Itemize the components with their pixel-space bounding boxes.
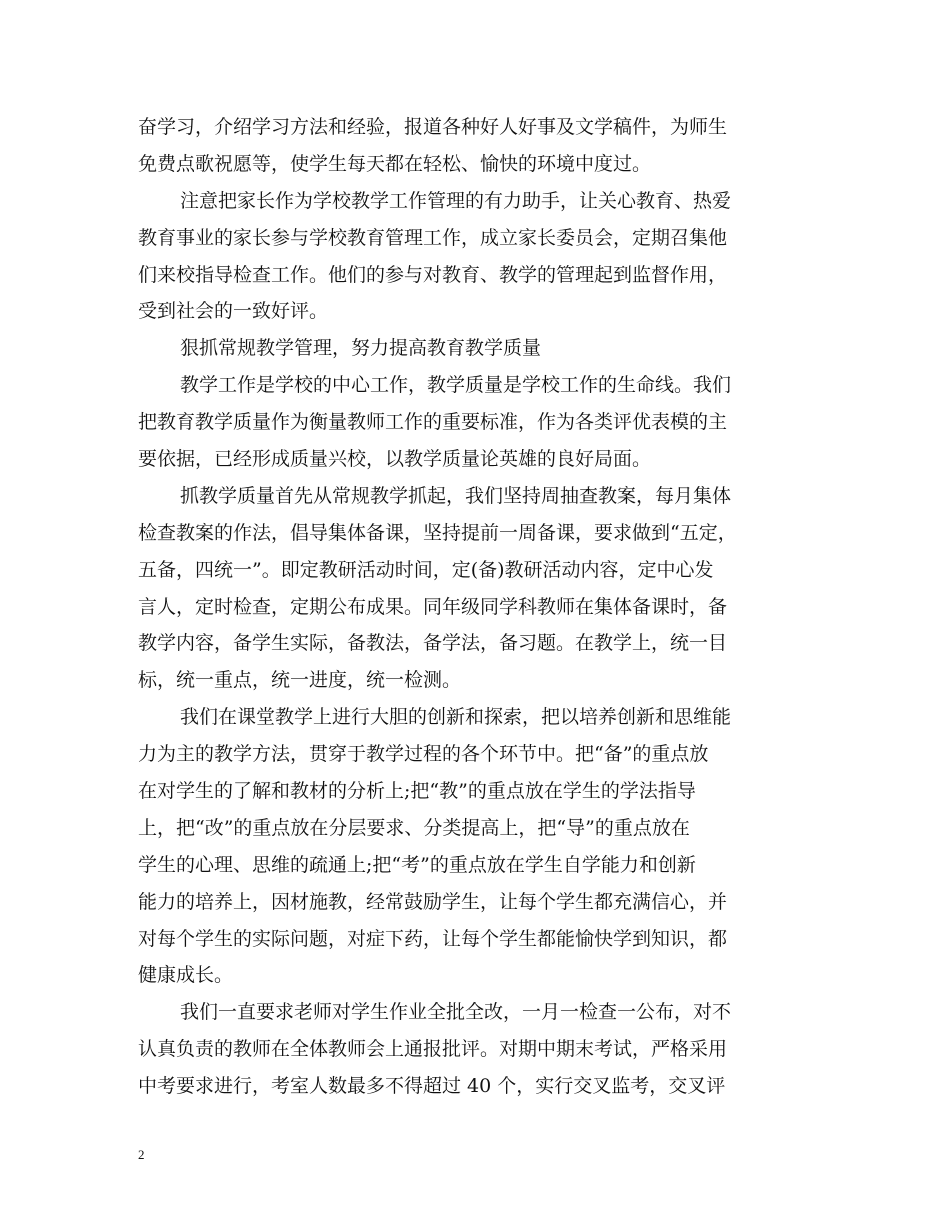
text-line: 教学工作是学校的中心工作，教学质量是学校工作的生命线。我们: [180, 374, 732, 397]
page-number: 2: [138, 1147, 145, 1162]
text-line: 抓教学质量首先从常规教学抓起，我们坚持周抽查教案，每月集体: [180, 484, 732, 507]
text-line: 学生的心理、思维的疏通上;把“考”的重点放在学生自学能力和创新: [138, 853, 696, 876]
text-line: 检查教案的作法，倡导集体备课，坚持提前一周备课，要求做到“五定，: [138, 521, 737, 544]
text-line: 教育事业的家长参与学校教育管理工作，成立家长委员会，定期召集他: [138, 226, 728, 249]
text-line: 受到社会的一致好评。: [138, 300, 329, 323]
text-line: 在对学生的了解和教材的分析上;把“教”的重点放在学生的学法指导: [138, 780, 696, 803]
text-line: 奋学习，介绍学习方法和经验，报道各种好人好事及文学稿件，为师生: [138, 116, 728, 138]
text-line: 健康成长。: [138, 964, 234, 987]
text-line: 免费点歌祝愿等，使学生每天都在轻松、愉快的环境中度过。: [138, 152, 652, 175]
text-line: 五备，四统一”。即定教研活动时间，定(备)教研活动内容，定中心发: [138, 558, 714, 581]
text-line: 注意把家长作为学校教学工作管理的有力助手，让关心教育、热爱: [180, 189, 732, 212]
text-line: 言人，定时检查，定期公布成果。同年级同学科教师在集体备课时，备: [138, 595, 728, 618]
text-line: 对每个学生的实际问题，对症下药，让每个学生都能愉快学到知识，都: [138, 927, 728, 950]
text-line: 我们在课堂教学上进行大胆的创新和探索，把以培养创新和思维能: [180, 706, 732, 729]
text-line: 认真负责的教师在全体教师会上通报批评。对期中期末考试，严格采用: [138, 1038, 728, 1061]
text-line: 教学内容，备学生实际，备教法，备学法，备习题。在教学上，统一目: [138, 632, 728, 655]
section-heading: 狠抓常规教学管理，努力提高教育教学质量: [180, 337, 542, 360]
text-line: 我们一直要求老师对学生作业全批全改，一月一检查一公布，对不: [180, 1001, 732, 1024]
text-line: 力为主的教学方法，贯穿于教学过程的各个环节中。把“备”的重点放: [138, 743, 709, 766]
text-line: 上，把“改”的重点放在分层要求、分类提高上，把“导”的重点放在: [138, 816, 690, 839]
text-line: 中考要求进行，考室人数最多不得超过 40 个，实行交叉监考，交叉评: [138, 1075, 726, 1098]
text-line: 标，统一重点，统一进度，统一检测。: [138, 669, 462, 692]
text-line: 要依据，已经形成质量兴校，以教学质量论英雄的良好局面。: [138, 448, 652, 471]
text-line: 们来校指导检查工作。他们的参与对教育、教学的管理起到监督作用，: [138, 263, 728, 286]
text-line: 能力的培养上，因材施教，经常鼓励学生，让每个学生都充满信心，并: [138, 890, 728, 913]
document-body: [138, 109, 818, 1105]
text-line: 把教育教学质量作为衡量教师工作的重要标准，作为各类评优表模的主: [138, 411, 728, 434]
